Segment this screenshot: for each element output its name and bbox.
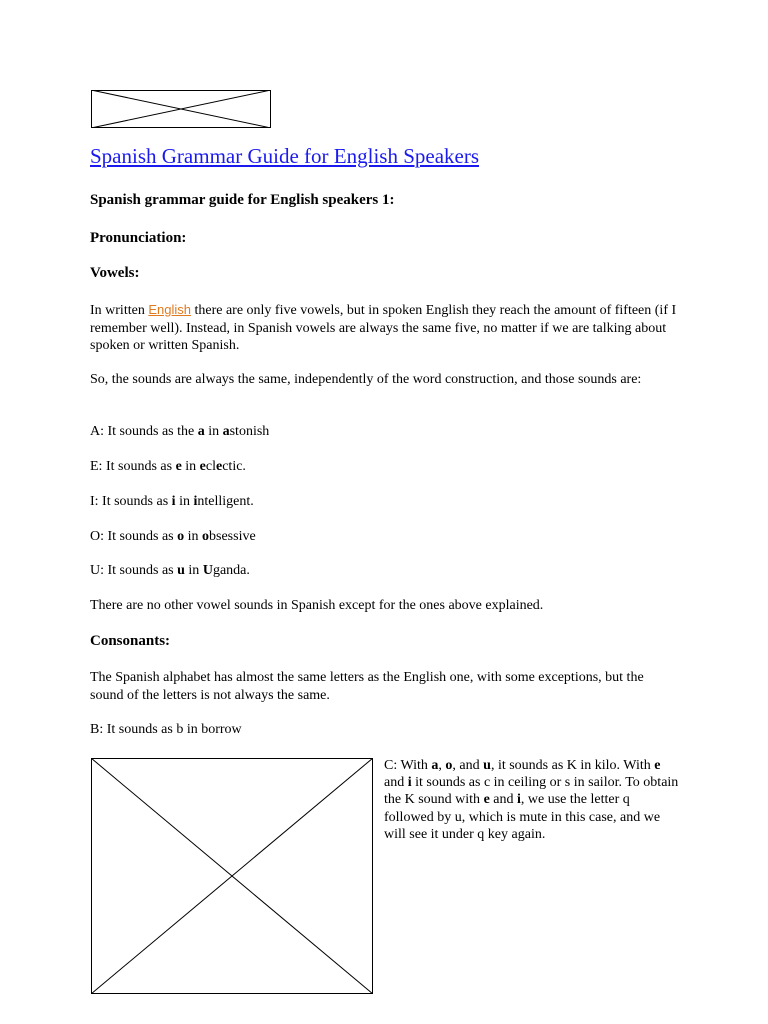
vowel-e-word-part-2: cl bbox=[205, 459, 216, 474]
vowel-a-mid: in bbox=[204, 424, 223, 439]
heading-vowels: Vowels: bbox=[90, 265, 140, 281]
c-bold-3: u bbox=[483, 758, 491, 773]
vowel-e-mid: in bbox=[181, 459, 200, 474]
c-bold-2: o bbox=[445, 758, 453, 773]
c-text-2: , bbox=[438, 758, 446, 773]
vowels-intro-text-2: there are only five vowels, but in spoken English they reach the amount of fifteen (if I remember well). Instead, in Spanish vowels are always the same five, no matter if we are talking about spoken or written Spanish. bbox=[90, 303, 677, 353]
vowel-i-word-rest: ntelligent. bbox=[197, 494, 254, 509]
vowel-u-word-rest: ganda. bbox=[212, 563, 250, 578]
banner-image-placeholder bbox=[91, 90, 271, 128]
vowel-u-line bbox=[90, 562, 680, 580]
c-text-1: C: With bbox=[384, 758, 432, 773]
vowel-u-prefix: U: It sounds as bbox=[90, 563, 178, 578]
c-text-8: , we use the letter q followed by u, which is mute in this case, and we will see it under q key again. bbox=[384, 792, 661, 842]
vowel-i-letter: i bbox=[171, 494, 176, 509]
vowel-e-word-bold-3: e bbox=[216, 459, 223, 474]
vowel-i-mid: in bbox=[175, 494, 194, 509]
c-bold-4: e bbox=[654, 758, 661, 773]
vowel-o-prefix: O: It sounds as bbox=[90, 529, 178, 544]
vowel-i-word-bold: i bbox=[193, 494, 198, 509]
vowel-o-line bbox=[90, 528, 680, 546]
vowel-a-letter: a bbox=[197, 424, 205, 439]
vowels-intro-paragraph bbox=[90, 301, 680, 355]
vowel-i-line bbox=[90, 493, 680, 511]
vowel-o-mid: in bbox=[184, 529, 203, 544]
vowels-closing-paragraph: There are no other vowel sounds in Spanish except for the ones above explained. bbox=[90, 598, 544, 613]
vowel-a-line bbox=[90, 423, 680, 441]
vowel-u-word-bold: U bbox=[202, 563, 213, 578]
heading-guide: Spanish grammar guide for English speakers 1: bbox=[90, 192, 395, 208]
c-bold-1: a bbox=[431, 758, 439, 773]
document-title[interactable]: Spanish Grammar Guide for English Speakers bbox=[90, 144, 480, 168]
c-bold-7: i bbox=[517, 792, 521, 808]
vowel-u-mid: in bbox=[184, 563, 203, 578]
vowel-o-word-rest: bsessive bbox=[209, 529, 256, 544]
consonants-intro-paragraph: The Spanish alphabet has almost the same letters as the English one, with some exceptions, but the sound of the letters is not always the same. bbox=[90, 670, 644, 703]
vowel-e-letter: e bbox=[175, 459, 182, 474]
vowels-intro-text-1: In written bbox=[90, 303, 149, 318]
heading-pronunciation: Pronunciation: bbox=[90, 230, 187, 246]
c-bold-5: i bbox=[407, 775, 412, 791]
c-text-6: it sounds as c in ceiling or s in sailor. To obtain the K sound with bbox=[384, 775, 679, 808]
c-text-4: , it sounds as K in kilo. With bbox=[490, 758, 655, 773]
consonant-c-paragraph bbox=[384, 757, 680, 843]
vowel-e-prefix: E: It sounds as bbox=[90, 459, 176, 474]
vowel-a-prefix: A: It sounds as the bbox=[90, 424, 198, 439]
vowel-i-prefix: I: It sounds as bbox=[90, 494, 172, 509]
heading-consonants: Consonants: bbox=[90, 633, 171, 649]
sounds-intro-paragraph: So, the sounds are always the same, independently of the word construction, and those sounds are: bbox=[90, 372, 642, 387]
vowel-u-letter: u bbox=[177, 563, 185, 578]
vowel-e-line bbox=[90, 458, 680, 476]
c-text-5: and bbox=[384, 775, 408, 791]
vowel-a-word-rest: stonish bbox=[229, 424, 270, 439]
figure-image-placeholder bbox=[91, 758, 373, 994]
english-link[interactable]: English bbox=[148, 302, 191, 317]
vowel-o-word-bold: o bbox=[202, 529, 210, 544]
vowel-o-letter: o bbox=[177, 529, 185, 544]
vowel-a-word-bold: a bbox=[222, 424, 230, 439]
vowel-e-word-part-4: ctic. bbox=[222, 459, 246, 474]
c-bold-6: e bbox=[483, 792, 490, 808]
consonant-b-line: B: It sounds as b in borrow bbox=[90, 722, 242, 737]
c-text-3: , and bbox=[452, 758, 484, 773]
vowel-e-word-bold-1: e bbox=[199, 459, 206, 474]
c-text-7: and bbox=[489, 792, 517, 808]
